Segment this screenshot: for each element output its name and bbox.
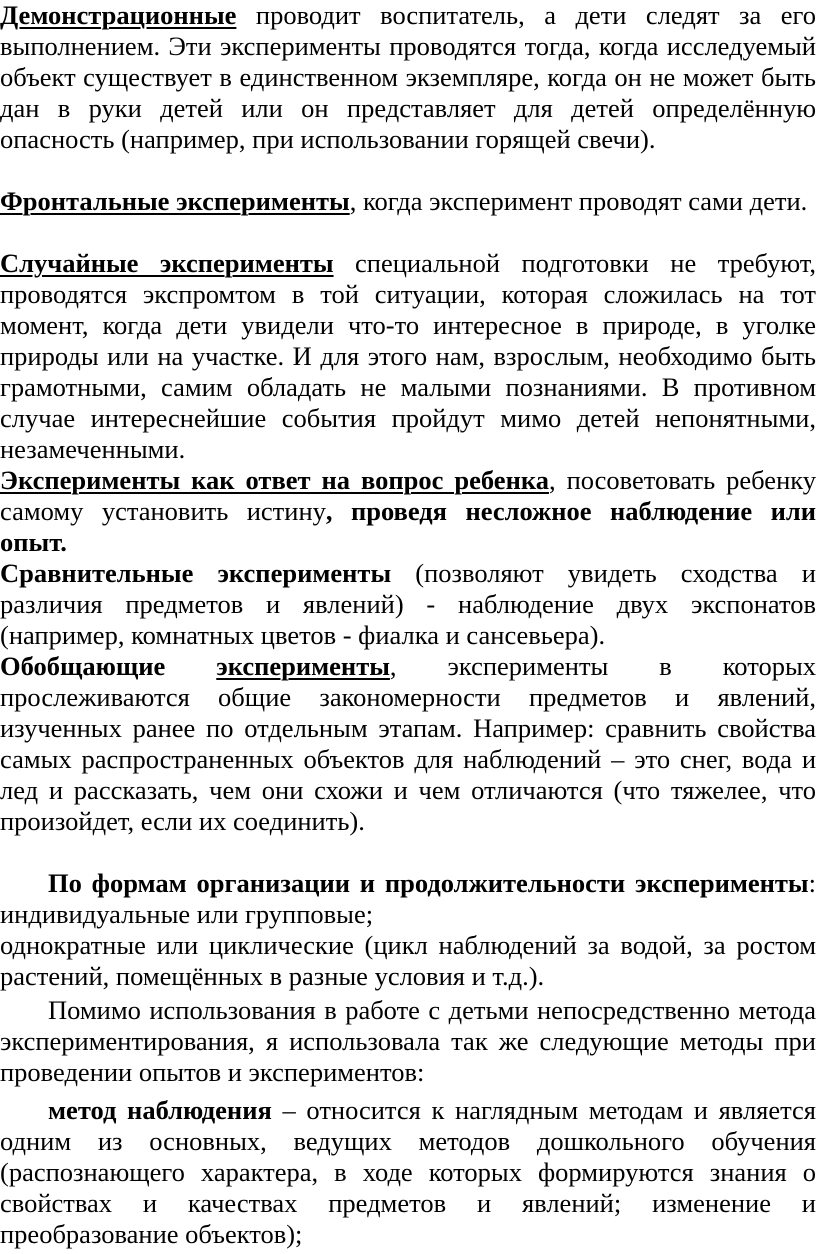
term-forms: По формам организации и продолжительности эксперименты <box>48 868 809 898</box>
term-observation: метод наблюдения <box>48 1095 272 1125</box>
paragraph-demonstration <box>0 0 816 155</box>
paragraph-text: , проведя несложное наблюдение или опыт. <box>0 496 816 557</box>
paragraph-text: , эксперименты в которых прослеживаются общие закономерности предметов и явлений, изученных ранее по отдельным этапам. Например: сравнить свойства самых распространенных объектов для наблюдений – это снег, вода и лед и рассказать, чем они схожи и чем отличаются (что тяжелее, что произойдет, если их соединить). <box>0 651 816 836</box>
paragraph-forms <box>0 868 816 930</box>
term-demonstration: Демонстрационные <box>0 0 237 30</box>
paragraph-comparative <box>0 558 816 651</box>
paragraph-text: – относится к наглядным методам и является одним из основных, ведущих методов дошкольного обучения (распознающего характера, в ходе которых формируются знания о свойствах и качествах предметов и явлений; изменение и преобразование объектов); <box>0 1095 816 1249</box>
paragraph-text: однократные или циклические (цикл наблюдений за водой, за ростом растений, помещённых в разные условия и т.д.). <box>0 930 816 991</box>
paragraph-comma: , <box>548 465 556 495</box>
paragraph-generalizing <box>0 651 816 837</box>
paragraph-random <box>0 248 816 465</box>
term-answer: Эксперименты как ответ на вопрос ребенка <box>0 465 549 495</box>
paragraph-cyclic <box>0 930 816 992</box>
paragraph-text: , когда эксперимент проводят сами дети. <box>349 186 808 216</box>
term-experiments: эксперименты <box>216 651 390 681</box>
paragraph-answer <box>0 465 816 558</box>
paragraph-text: проводит воспитатель, а дети следят за его выполнением. Эти эксперименты проводятся тогда, когда исследуемый объект существует в единственном экземпляре, когда он не может быть дан в руки детей или он представляет для детей определённую опасность (например, при использовании горящей свечи). <box>0 0 816 154</box>
paragraph-methods-intro <box>0 995 816 1088</box>
paragraph-observation-method <box>0 1095 816 1250</box>
paragraph-text: Помимо использования в работе с детьми непосредственно метода экспериментирования, я использовала так же следующие методы при проведении опытов и экспериментов: <box>0 995 816 1087</box>
paragraph-text: (позволяют увидеть сходства и различия предметов и явлений) - наблюдение двух экспонатов (например, комнатных цветов - фиалка и сансевьера). <box>0 558 816 650</box>
term-random: Случайные эксперименты <box>0 248 334 278</box>
term-generalizing: Обобщающие <box>0 651 166 681</box>
paragraph-text: специальной подготовки не требуют, проводятся экспромтом в той ситуации, которая сложилась на тот момент, когда дети увидели что-то интересное в природе, в уголке природы или на участке. И для этого нам, взрослым, необходимо быть грамотными, самим обладать не малыми познаниями. В противном случае интереснейшие события пройдут мимо детей непонятными, незамеченными. <box>0 248 816 464</box>
paragraph-text: посоветовать ребенку самому установить истину <box>0 465 816 526</box>
paragraph-frontal <box>0 186 816 217</box>
term-comparative: Сравнительные эксперименты <box>0 558 392 588</box>
paragraph-text: : индивидуальные или групповые; <box>0 868 816 929</box>
term-frontal: Фронтальные эксперименты <box>0 186 350 216</box>
